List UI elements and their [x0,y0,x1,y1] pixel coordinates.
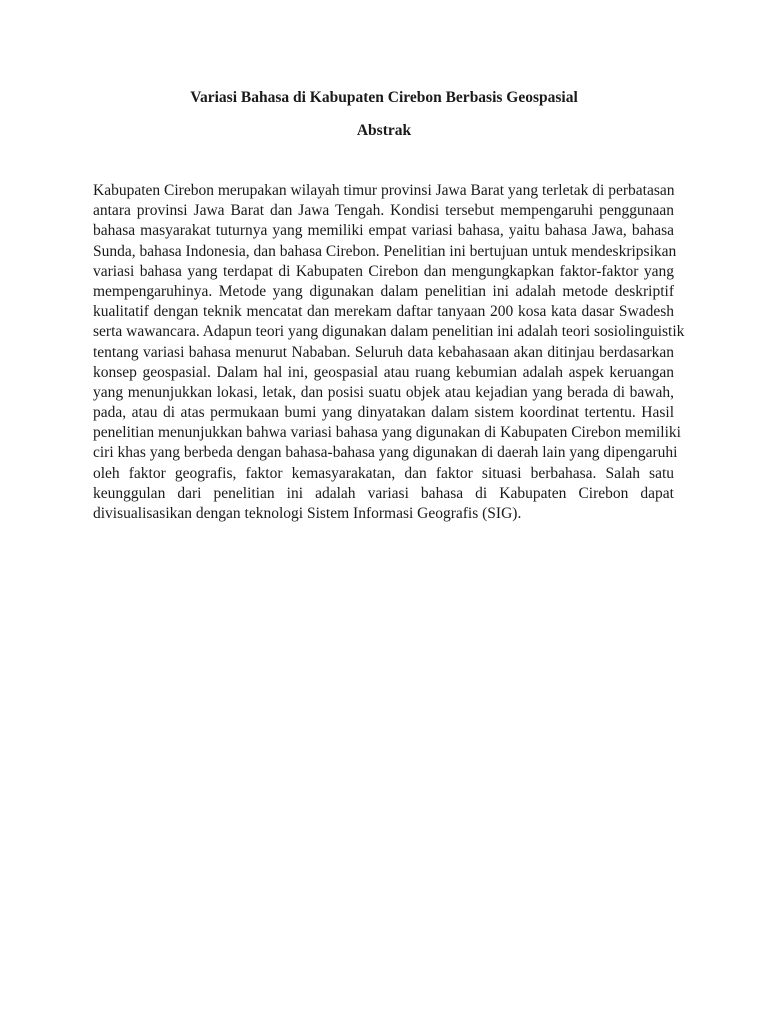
abstract-line: ciri khas yang berbeda dengan bahasa-bahasa yang digunakan di daerah lain yang dipengaruhi [93,444,678,462]
abstract-line: bahasa masyarakat tuturnya yang memiliki empat variasi bahasa, yaitu bahasa Jawa, bahasa [93,222,674,240]
abstract-line: mempengaruhinya. Metode yang digunakan dalam penelitian ini adalah metode deskriptif [93,282,674,300]
abstract-line: yang menunjukkan lokasi, letak, dan posisi suatu objek atau kejadian yang berada di bawah, [93,383,674,401]
abstract-line: variasi bahasa yang terdapat di Kabupaten Cirebon dan mengungkapkan faktor-faktor yang [93,262,674,280]
abstract-line: pada, atau di atas permukaan bumi yang dinyatakan dalam sistem koordinat tertentu. Hasil [93,404,674,422]
abstract-line: serta wawancara. Adapun teori yang digunakan dalam penelitian ini adalah teori sosiolinguistik [93,323,685,341]
abstract-line: Sunda, bahasa Indonesia, dan bahasa Cirebon. Penelitian ini bertujuan untuk mendeskripsikan [93,242,677,260]
abstract-line: keunggulan dari penelitian ini adalah variasi bahasa di Kabupaten Cirebon dapat [93,484,674,502]
abstract-line: Kabupaten Cirebon merupakan wilayah timur provinsi Jawa Barat yang terletak di perbatasan [93,182,675,199]
abstract-heading: Abstrak [356,122,412,139]
abstract-line: antara provinsi Jawa Barat dan Jawa Tengah. Kondisi tersebut mempengaruhi penggunaan [93,202,674,220]
abstract-body [93,181,685,524]
abstract-line: konsep geospasial. Dalam hal ini, geospasial atau ruang kebumian adalah aspek keruangan [93,363,674,381]
document-title: Variasi Bahasa di Kabupaten Cirebon Berbasis Geospasial [190,89,578,106]
abstract-line: divisualisasikan dengan teknologi Sistem Informasi Geografis (SIG). [93,505,522,522]
abstract-line: tentang variasi bahasa menurut Nababan. Seluruh data kebahasaan akan ditinjau berdasarkan [93,343,674,361]
abstract-line: oleh faktor geografis, faktor kemasyarakatan, dan faktor situasi berbahasa. Salah satu [93,464,674,482]
abstract-line: kualitatif dengan teknik mencatat dan merekam daftar tanyaan 200 kosa kata dasar Swadesh [93,303,674,321]
abstract-line: penelitian menunjukkan bahwa variasi bahasa yang digunakan di Kabupaten Cirebon memiliki [93,424,681,442]
